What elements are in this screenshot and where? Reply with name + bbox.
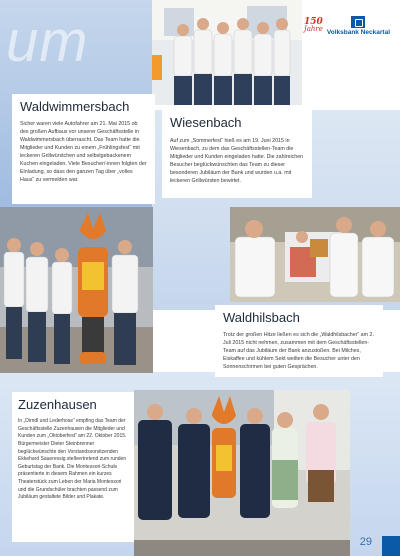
page-corner-bar [382, 536, 400, 556]
photo-wiesenbach-team [230, 207, 400, 302]
section-title: Wiesenbach [170, 115, 242, 130]
photo-zuzenhausen-oktoberfest [134, 390, 350, 556]
section-title: Waldwimmersbach [20, 99, 130, 114]
section-zuzenhausen [12, 392, 134, 542]
decorative-heading: um [6, 9, 89, 74]
photo-team-waldwimmersbach [152, 0, 302, 105]
section-wiesenbach [162, 108, 312, 198]
anniversary-badge: 150 Jahre [303, 17, 323, 33]
section-title: Zuzenhausen [18, 397, 97, 412]
photo-team-with-mascot [0, 207, 153, 373]
section-body: Sicher waren viele Autofahrer am 21. Mai 2015 ob des großen Aufbaus vor unserer Geschäftsstelle in Waldwimmersbach überrascht. Das Team hatte die Mitglieder und Kunden zu einem „Frühlingsfest“ mit leckeren Grillwürstchen und selbstgebackenem Kuchen eingeladen. Viele Besucher/-innen folgten der Einladung, so dass den ganzen Tag über „volles Haus“ zu vermelden war. [20, 121, 147, 183]
section-title: Waldhilsbach [223, 310, 300, 325]
section-waldwimmersbach [12, 94, 155, 204]
section-body: In „Dirndl und Lederhose“ empfing das Team der Geschäftsstelle Zuzenhausen die Mitglieder und Kunden zum „Oktoberfest“ am 22. Oktober 2015. Bürgermeister Dieter Steinbrenner beglückwünschte den Vorstandsvorsitzenden Ekkehard Saueressig stellvertretend zum runden Geburtstag der Bank. Die Montessori-Schule präsentierte in diesem Rahmen ein kurzes Theaterstück zum Leben der Maria Montessori und die Grundschüler brachten passend zum Jubiläum gestaltete Bilder und Plakate. [18, 418, 127, 501]
page-number: 29 [359, 536, 372, 548]
bank-logo-icon [351, 16, 365, 28]
section-body: Auf zum „Sommerfest“ hieß es am 19. Juni 2015 in Wiesenbach, zu dem das Geschäftsstellen-Team die Mitglieder und Kunden eingeladen hatte. Die zahlreichen Besucher begIückwünschten das Team zu dieser besonderen Jubiläum der Bank und wurden u.a. mit leckeren Grillwürsten bewirtet. [170, 138, 304, 184]
section-body: Trotz der großen Hitze ließen es sich die „Waldhilsbacher“ am 2. Juli 2015 nicht nehmen, zusammen mit dem Geschäftsstellen-Team auf das Jubiläum der Bank anzustoßen. Bei Milches, Eiskaffee und kühlem Sekt weilten die Besucher unter den Sonnenschirmen bei guten Gesprächen. [223, 332, 374, 370]
section-waldhilsbach [215, 305, 383, 377]
volksbank-logo: 150 Jahre Volksbank Neckartal [303, 17, 390, 36]
